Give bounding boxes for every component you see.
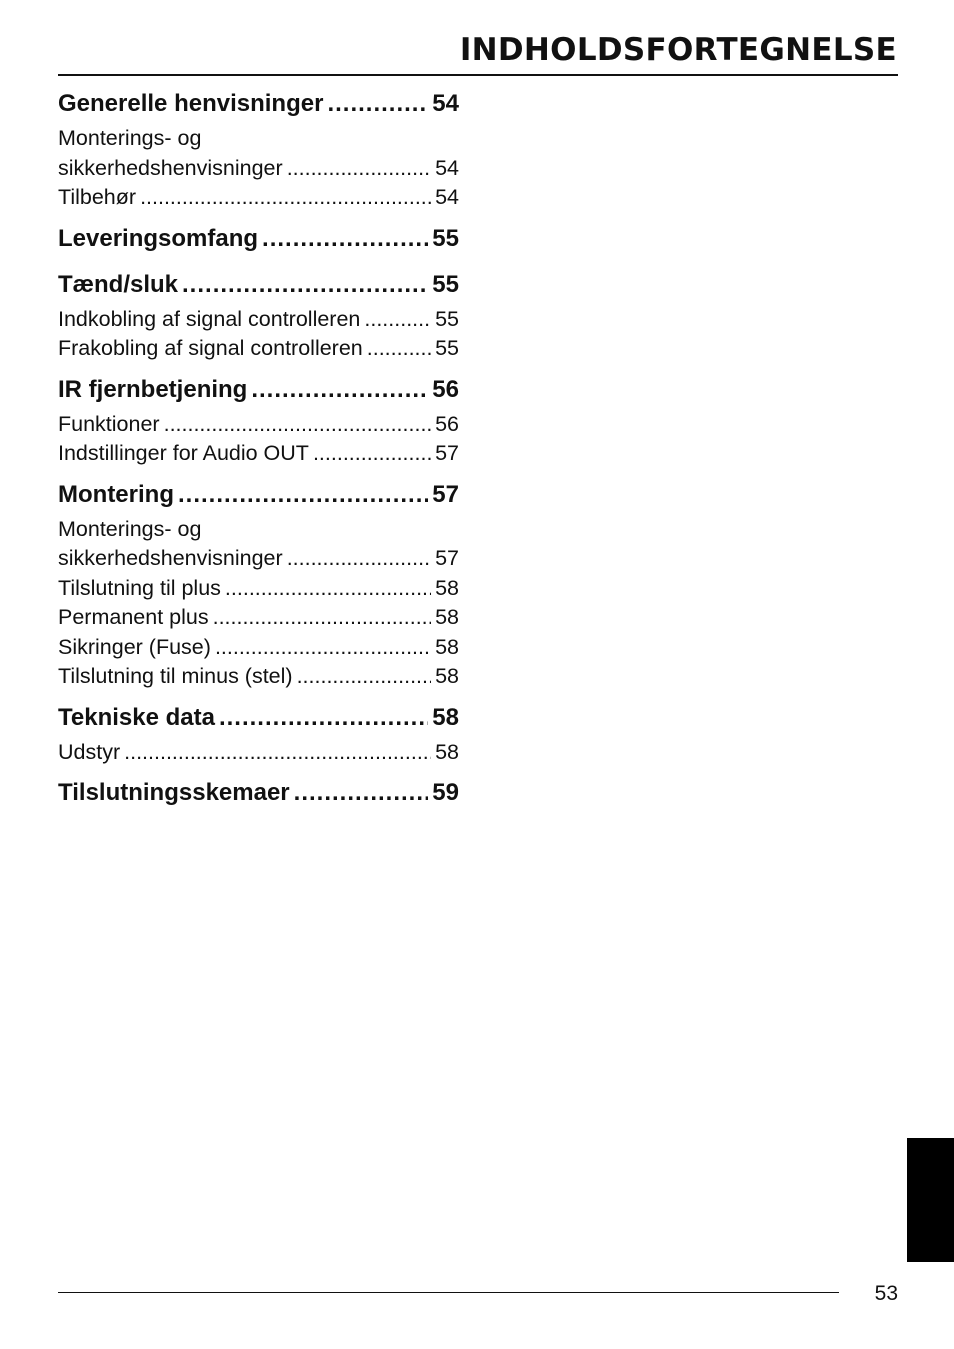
dot-leader [178, 475, 428, 515]
toc-subentry-label: Tilslutning til minus (stel) [58, 664, 293, 688]
toc-subentry[interactable] [58, 305, 459, 335]
dot-leader [364, 305, 431, 335]
page-title: INDHOLDSFORTEGNELSE [459, 32, 897, 68]
toc-heading-title: Montering [58, 480, 174, 508]
toc-subentry-label: Tilslutning til plus [58, 575, 221, 600]
dot-leader [124, 738, 431, 768]
toc-heading-page: 56 [432, 375, 459, 403]
toc-subentry-page: 54 [435, 185, 459, 209]
toc-heading-entry[interactable] [58, 698, 459, 738]
toc-subentry-label-line: Monterings- og [58, 126, 202, 150]
dot-leader [287, 154, 431, 184]
toc-section [58, 84, 459, 213]
toc-subentry[interactable] [58, 183, 459, 213]
toc-heading-title: Tænd/sluk [58, 270, 179, 298]
toc-subentry-page: 58 [435, 575, 459, 600]
toc-heading-page: 55 [432, 270, 459, 298]
dot-leader [262, 219, 428, 259]
toc-subentry-label-line: Monterings- og [58, 516, 202, 541]
toc-heading-page: 58 [432, 703, 459, 731]
page-number: 53 [874, 1282, 898, 1305]
toc-subentry[interactable] [58, 633, 459, 663]
toc-section [58, 475, 459, 692]
toc-heading-title: Generelle henvisninger [58, 90, 324, 117]
toc-heading-page: 54 [432, 90, 459, 117]
toc-heading-page: 59 [432, 779, 459, 806]
footer-divider [58, 1292, 839, 1293]
toc-subentry-page: 56 [435, 411, 459, 436]
toc-subentry-label: Udstyr [58, 739, 121, 764]
dot-leader [367, 334, 431, 364]
toc-subentry[interactable] [58, 738, 459, 768]
dot-leader [251, 370, 428, 410]
toc-subentry-page: 55 [435, 306, 459, 331]
toc-subentry-label: sikkerhedshenvisninger [58, 546, 283, 570]
toc-subentry[interactable] [58, 544, 459, 574]
dot-leader [225, 574, 431, 604]
toc-heading-entry[interactable] [58, 84, 459, 124]
toc-subentry[interactable] [58, 334, 459, 364]
toc-subentry-page: 58 [435, 739, 459, 764]
toc-subentry[interactable] [58, 410, 459, 440]
dot-leader [215, 633, 431, 663]
toc-subentry[interactable] [58, 439, 459, 469]
toc-heading-entry[interactable] [58, 370, 459, 410]
toc-heading-entry[interactable] [58, 773, 459, 813]
toc-heading-entry[interactable] [58, 219, 459, 259]
toc-subentry-label: Tilbehør [58, 185, 137, 209]
toc-subentry[interactable] [58, 574, 459, 604]
dot-leader [297, 662, 432, 692]
toc-heading-entry[interactable] [58, 475, 459, 515]
table-of-contents [58, 84, 459, 819]
toc-subentry-page: 58 [435, 634, 459, 659]
toc-subentry-label: Funktioner [58, 411, 160, 436]
dot-leader [287, 544, 431, 574]
toc-subentry-page: 58 [435, 605, 459, 629]
toc-heading-title: Tilslutningsskemaer [58, 779, 290, 806]
toc-subentry-label: sikkerhedshenvisninger [58, 155, 283, 180]
toc-subentry-page: 54 [435, 155, 459, 180]
toc-subentry-page: 57 [435, 546, 459, 570]
toc-subentry-label: Permanent plus [58, 605, 209, 629]
toc-subentry[interactable] [58, 662, 459, 692]
toc-subentry-page: 55 [435, 336, 459, 360]
dot-leader [140, 183, 431, 213]
toc-subentry-label: Frakobling af signal controlleren [58, 336, 363, 360]
toc-subentry-page: 57 [435, 441, 459, 465]
dot-leader [294, 773, 429, 813]
chapter-tab-marker [907, 1138, 954, 1262]
toc-section [58, 773, 459, 813]
dot-leader [327, 84, 428, 124]
toc-subentry-page: 58 [435, 664, 459, 688]
toc-section [58, 265, 459, 364]
dot-leader [182, 265, 428, 305]
dot-leader [313, 439, 431, 469]
toc-subentry[interactable] [58, 154, 459, 184]
toc-heading-title: Tekniske data [58, 703, 215, 731]
toc-subentry[interactable] [58, 603, 459, 633]
toc-subentry-label: Indkobling af signal controlleren [58, 306, 361, 331]
toc-heading-page: 57 [432, 480, 459, 508]
dot-leader [219, 698, 428, 738]
toc-section [58, 698, 459, 768]
toc-subentry-label: Sikringer (Fuse) [58, 634, 211, 659]
dot-leader [164, 410, 431, 440]
dot-leader [213, 603, 431, 633]
toc-subentry-label: Indstillinger for Audio OUT [58, 441, 309, 465]
toc-heading-page: 55 [432, 224, 459, 252]
toc-section [58, 219, 459, 259]
toc-section [58, 370, 459, 469]
toc-heading-title: Leveringsomfang [58, 224, 259, 252]
header-divider [58, 74, 898, 76]
toc-heading-entry[interactable] [58, 265, 459, 305]
toc-heading-title: IR fjernbetjening [58, 375, 248, 403]
